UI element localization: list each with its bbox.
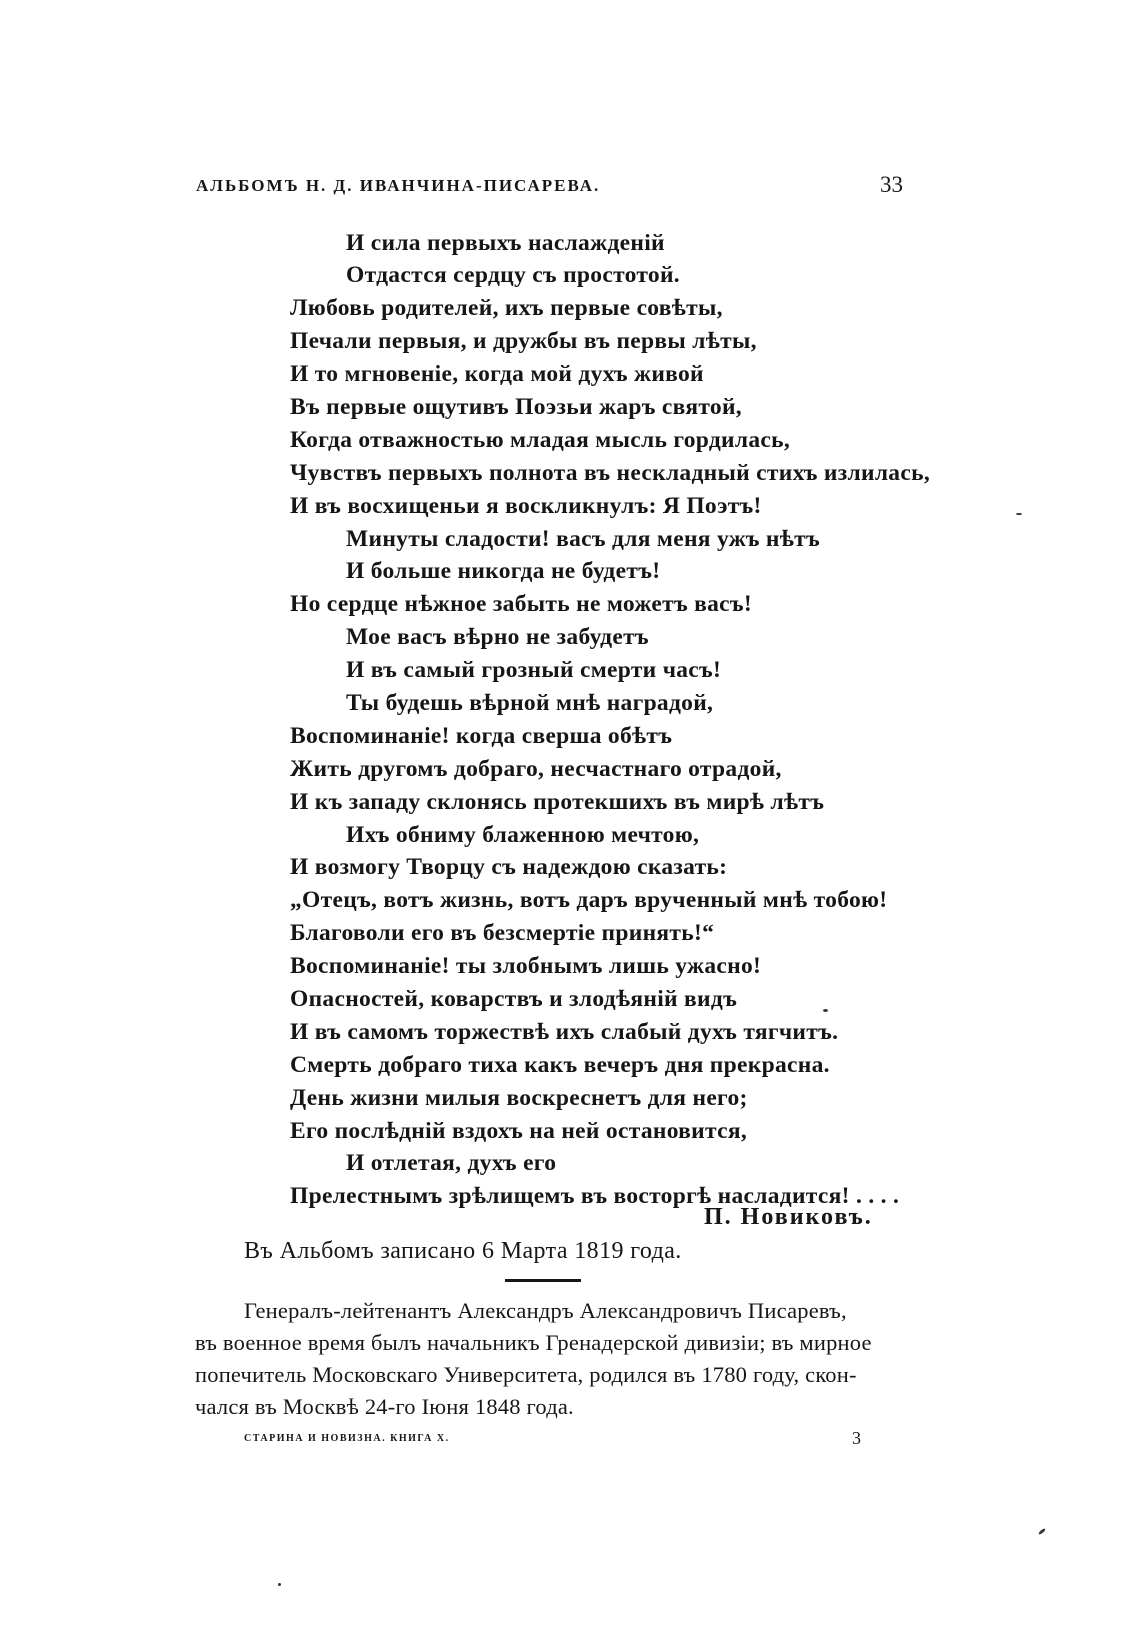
poem-line: Ты будешь вѣрной мнѣ наградой, [346,690,714,716]
poem-line: И то мгновеніе, когда мой духъ живой [290,361,704,387]
poem-line: И больше никогда не будетъ! [346,558,661,584]
poem-line: Воспоминаніе! ты злобнымъ лишь ужасно! [290,953,762,979]
poem-line: И возмогу Творцу съ надеждою сказать: [290,854,728,880]
poem-line: Печали первыя, и дружбы въ первы лѣты, [290,328,757,354]
poem-line: И въ самый грозный смерти часъ! [346,657,722,683]
poem-line: Благоволи его въ безсмертіе принять!“ [290,920,715,946]
page-number: 33 [880,172,903,197]
poem-line: Смерть добраго тиха какъ вечеръ дня прекрасна. [290,1052,830,1078]
poem-line: И къ западу склонясь протекшихъ въ мирѣ лѣтъ [290,789,825,815]
footnote-line: Генералъ-лейтенантъ Александръ Александровичъ Писаревъ, [244,1298,847,1323]
poem-line: Воспоминаніе! когда сверша обѣтъ [290,723,673,749]
poem-line: Мое васъ вѣрно не забудетъ [346,624,649,650]
footnote-line: въ военное время былъ начальникъ Гренадерской дивизіи; въ мирное [195,1330,872,1355]
poem-line: „Отецъ, вотъ жизнь, вотъ даръ врученный мнѣ тобою! [290,887,888,913]
poem-line: Когда отважностью младая мысль гордилась, [290,427,791,453]
poem-line: Его послѣдній вздохъ на ней остановится, [290,1118,748,1144]
scan-speck [1038,1528,1046,1535]
poem-signature: П. Новиковъ. [704,1204,873,1230]
poem-line: И отлетая, духъ его [346,1150,557,1176]
poem-line: Жить другомъ добраго, несчастнаго отрадой, [290,756,782,782]
poem-line: День жизни милыя воскреснетъ для него; [290,1085,748,1111]
poem-line: И въ самомъ торжествѣ ихъ слабый духъ тягчитъ. [290,1019,839,1045]
running-title: АЛЬБОМЪ Н. Д. ИВАНЧИНА-ПИСАРЕВА. [196,176,601,195]
poem-line: И въ восхищеньи я воскликнулъ: Я Поэтъ! [290,493,762,519]
poem-line: Но сердце нѣжное забыть не можетъ васъ! [290,591,753,617]
poem-line: Въ первые ощутивъ Поэзьи жаръ святой, [290,394,742,420]
poem-line: Ихъ обниму блаженною мечтою, [346,822,700,848]
poem-line: Прелестнымъ зрѣлищемъ въ восторгѣ насладится! . . . . [290,1183,900,1209]
scan-speck [823,1009,828,1012]
album-record-note: Въ Альбомъ записано 6 Марта 1819 года. [244,1238,682,1264]
poem-line: Минуты сладости! васъ для меня ужъ нѣтъ [346,526,821,552]
sheet-number: 3 [852,1428,861,1448]
poem-line: Опасностей, коварствъ и злодѣяній видъ [290,986,738,1012]
scan-speck [278,1583,281,1586]
section-divider [505,1279,581,1282]
poem-line: Любовь родителей, ихъ первые совѣты, [290,295,723,321]
footnote-line: чался въ Москвѣ 24-го Іюня 1848 года. [195,1394,574,1419]
poem-line: Чувствъ первыхъ полнота въ нескладный стихъ излилась, [290,460,930,486]
poem-line: И сила первыхъ наслажденій [346,230,665,256]
poem-line: Отдастся сердцу съ простотой. [346,262,680,288]
footnote-line: попечитель Московскаго Университета, родился въ 1780 году, скон- [195,1362,857,1387]
scan-speck [1016,513,1022,515]
signature-mark: СТАРИНА И НОВИЗНА. КНИГА X. [244,1433,450,1444]
